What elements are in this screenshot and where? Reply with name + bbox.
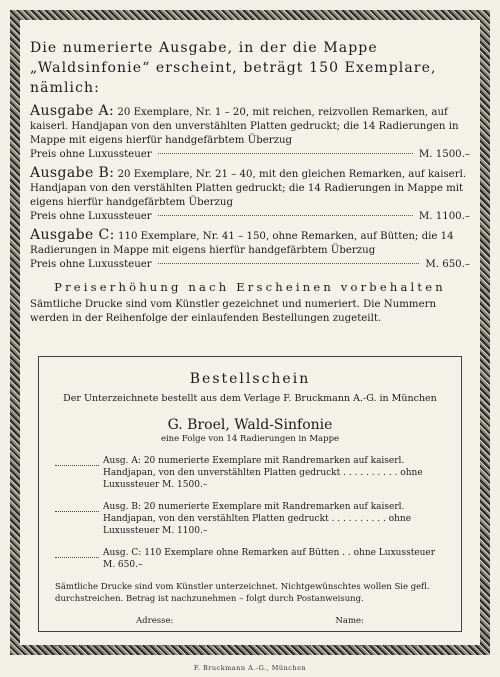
order-subtitle: eine Folge von 14 Radierungen in Mappe	[160, 434, 340, 444]
edition-a-price-row	[30, 148, 470, 162]
signature-lines	[55, 645, 445, 646]
order-label-a: Ausg. A:	[103, 456, 141, 466]
quantity-field-c[interactable]	[55, 547, 99, 558]
order-intro: Der Unterzeichnete bestellt aus dem Verlage F. Bruckmann A.-G. in München	[63, 393, 437, 404]
edition-c-price-row	[30, 258, 470, 272]
order-title: Bestellschein	[189, 371, 311, 387]
dotted-leader	[158, 263, 420, 264]
name-label: Name:	[335, 616, 364, 626]
order-label-b: Ausg. B:	[103, 502, 142, 512]
main-text	[30, 28, 470, 326]
edition-b	[30, 166, 470, 224]
quantity-field-b[interactable]	[55, 501, 99, 512]
order-row-c	[55, 547, 445, 571]
edition-a-price: M. 1500.–	[418, 149, 470, 160]
address-field[interactable]	[55, 645, 225, 646]
order-text-c: 110 Exemplare ohne Remarken auf Bütten . . ohne Luxussteuer M. 650.–	[103, 548, 436, 570]
price-increase-notice: Preiserhöhung nach Erscheinen vorbehalten	[54, 280, 446, 294]
edition-a-text: 20 Exemplare, Nr. 1 – 20, mit reichen, reizvollen Remarken, auf kaiserl. Handjapan von den unverstählten Platten gedruckt; die 14 Radierungen in Mappe mit eigens hierfür handgefärbtem Überzug	[30, 107, 459, 146]
edition-a	[30, 104, 470, 162]
order-text-b: 20 numerierte Exemplare mit Randremarken auf kaiserl. Handjapan, von den verstählten Platten gedruckt . . . . . . . . . . ohne Luxussteuer M. 1100.–	[103, 502, 412, 536]
order-footer-note: Sämtliche Drucke sind vom Künstler unterzeichnet. Nichtgewünschtes wollen Sie gefl. durchstreichen. Betrag ist nachzunehmen – folgt durch Postanweisung.	[55, 582, 430, 604]
order-text-a: 20 numerierte Exemplare mit Randremarken auf kaiserl. Handjapan, von den unverstählten Platten gedruckt . . . . . . . . . . ohne Luxussteuer M. 1500.–	[103, 456, 423, 490]
edition-c-head: Ausgabe C:	[30, 227, 115, 243]
order-entry-b	[103, 501, 445, 537]
order-label-c: Ausg. C:	[103, 548, 142, 558]
address-name-labels	[55, 615, 445, 627]
artist-title: G. Broel, Wald-Sinfonie	[167, 417, 333, 433]
signed-note: Sämtliche Drucke sind vom Künstler gezeichnet und numeriert. Die Nummern werden in der Reihenfolge der einlaufenden Bestellungen zugeteilt.	[30, 299, 437, 324]
edition-b-price-row	[30, 210, 470, 224]
dotted-leader	[158, 215, 413, 216]
edition-a-price-label: Preis ohne Luxussteuer	[30, 149, 152, 160]
edition-b-head: Ausgabe B:	[30, 165, 115, 181]
edition-b-text: 20 Exemplare, Nr. 21 – 40, mit den gleichen Remarken, auf kaiserl. Handjapan von den verstählten Platten gedruckt; die 14 Radierungen in Mappe mit eigens hierfür handgefärbtem Überzug	[30, 169, 467, 208]
edition-c	[30, 228, 470, 272]
order-row-b	[55, 501, 445, 537]
order-entry-a	[103, 455, 445, 491]
quantity-field-a[interactable]	[55, 455, 99, 466]
edition-a-head: Ausgabe A:	[30, 103, 115, 119]
edition-c-price: M. 650.–	[425, 259, 470, 270]
intro-text: Die numerierte Ausgabe, in der die Mappe „Waldsinfonie“ erscheint, beträgt 150 Exemplare, nämlich:	[30, 40, 437, 96]
address-label: Adresse:	[136, 616, 174, 626]
publisher-imprint: F. Bruckmann A.-G., München	[193, 664, 307, 672]
edition-b-price-label: Preis ohne Luxussteuer	[30, 211, 152, 222]
order-entry-c	[103, 547, 445, 571]
order-row-a	[55, 455, 445, 491]
edition-c-price-label: Preis ohne Luxussteuer	[30, 259, 152, 270]
order-form	[38, 356, 462, 632]
dotted-leader	[158, 153, 413, 154]
edition-b-price: M. 1100.–	[418, 211, 470, 222]
edition-c-text: 110 Exemplare, Nr. 41 – 150, ohne Remarken, auf Bütten; die 14 Radierungen in Mappe mit eigens hierfür handgefärbtem Überzug	[30, 231, 454, 256]
name-field[interactable]	[275, 645, 445, 646]
